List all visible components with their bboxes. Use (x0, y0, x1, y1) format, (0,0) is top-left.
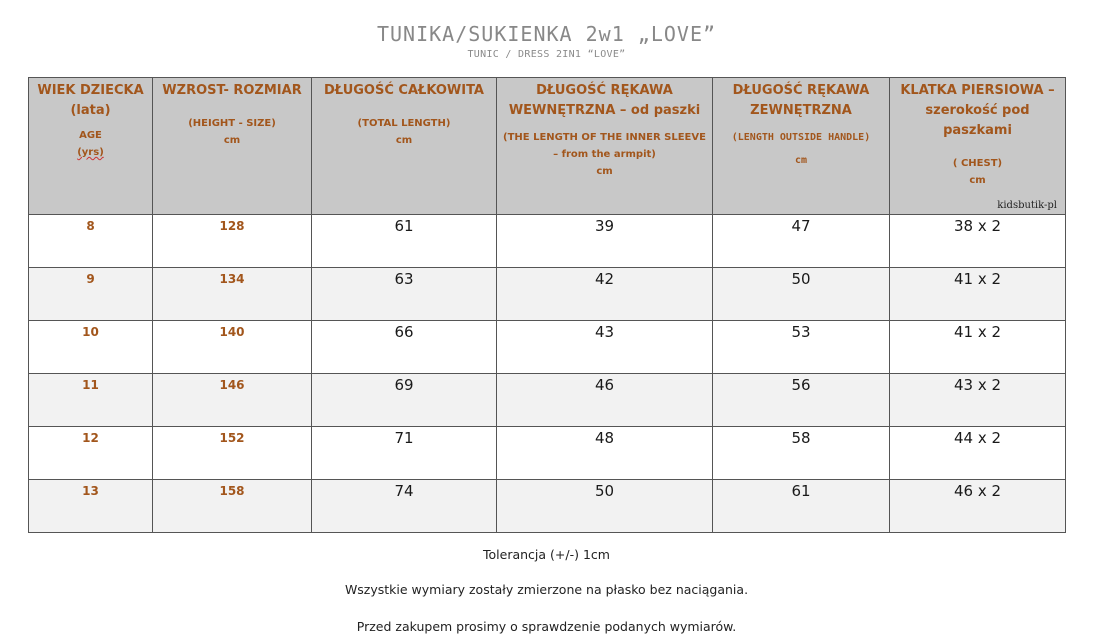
header-height-en: (HEIGHT - SIZE) (188, 118, 276, 129)
table-header-row (29, 78, 1066, 215)
cell-height: 128 (153, 215, 312, 268)
watermark-text: kidsbutik-pl (997, 200, 1057, 211)
header-inner-sleeve-title: DŁUGOŚĆ RĘKAWA WEWNĘTRZNA – od paszki (508, 83, 701, 118)
header-age (29, 78, 153, 215)
header-age-en: AGE (79, 130, 102, 141)
cell-total-length: 61 (312, 215, 497, 268)
cell-age: 13 (29, 480, 153, 533)
header-total-length-en: (TOTAL LENGTH) (357, 118, 451, 129)
cell-height: 158 (153, 480, 312, 533)
cell-outer-sleeve: 47 (713, 215, 890, 268)
header-inner-sleeve (497, 78, 713, 215)
header-age-title: WIEK DZIECKA (lata) (37, 83, 144, 118)
cell-outer-sleeve: 58 (713, 427, 890, 480)
cell-height: 146 (153, 374, 312, 427)
cell-height: 140 (153, 321, 312, 374)
header-height (153, 78, 312, 215)
header-chest-en: ( CHEST) (952, 158, 1003, 169)
header-outer-sleeve-unit: cm (794, 155, 808, 166)
header-age-unit: (yrs) (77, 147, 104, 158)
header-outer-sleeve (713, 78, 890, 215)
header-chest (890, 78, 1066, 215)
cell-inner-sleeve: 50 (497, 480, 713, 533)
header-chest-unit: cm (969, 175, 986, 186)
table-row (29, 321, 1066, 374)
header-outer-sleeve-title: DŁUGOŚĆ RĘKAWA ZEWNĘTRZNA (732, 83, 870, 118)
cell-chest: 44 x 2 (890, 427, 1066, 480)
measurement-note: Wszystkie wymiary zostały zmierzone na płasko bez naciągania. (344, 582, 749, 597)
cell-outer-sleeve: 61 (713, 480, 890, 533)
table-row (29, 480, 1066, 533)
cell-chest: 41 x 2 (890, 321, 1066, 374)
cell-inner-sleeve: 42 (497, 268, 713, 321)
header-outer-sleeve-en: (LENGTH OUTSIDE HANDLE) (731, 132, 871, 143)
cell-age: 9 (29, 268, 153, 321)
table-row (29, 427, 1066, 480)
cell-total-length: 66 (312, 321, 497, 374)
cell-total-length: 69 (312, 374, 497, 427)
cell-total-length: 63 (312, 268, 497, 321)
table-row (29, 374, 1066, 427)
header-total-length-title: DŁUGOŚĆ CAŁKOWITA (324, 83, 484, 98)
cell-inner-sleeve: 46 (497, 374, 713, 427)
table-row (29, 215, 1066, 268)
cell-outer-sleeve: 53 (713, 321, 890, 374)
header-inner-sleeve-en: (THE LENGTH OF THE INNER SLEEVE – from the armpit) (503, 132, 706, 160)
cell-total-length: 74 (312, 480, 497, 533)
page-subtitle: TUNIC / DRESS 2IN1 “LOVE” (467, 49, 626, 60)
cell-outer-sleeve: 56 (713, 374, 890, 427)
header-total-length (312, 78, 497, 215)
cell-inner-sleeve: 48 (497, 427, 713, 480)
size-table (28, 77, 1066, 533)
header-height-unit: cm (223, 135, 241, 146)
cell-age: 10 (29, 321, 153, 374)
cell-total-length: 71 (312, 427, 497, 480)
table-row (29, 268, 1066, 321)
cell-inner-sleeve: 43 (497, 321, 713, 374)
page-title: TUNIKA/SUKIENKA 2w1 „LOVE” (376, 22, 717, 46)
cell-chest: 41 x 2 (890, 268, 1066, 321)
cell-chest: 38 x 2 (890, 215, 1066, 268)
cell-inner-sleeve: 39 (497, 215, 713, 268)
check-sizes-note: Przed zakupem prosimy o sprawdzenie podanych wymiarów. (356, 619, 737, 634)
cell-age: 12 (29, 427, 153, 480)
header-height-title: WZROST- ROZMIAR (162, 83, 302, 98)
header-chest-title: KLATKA PIERSIOWA – szerokość pod paszkami (900, 83, 1055, 138)
cell-chest: 43 x 2 (890, 374, 1066, 427)
cell-chest: 46 x 2 (890, 480, 1066, 533)
tolerance-note: Tolerancja (+/-) 1cm (483, 547, 610, 562)
cell-age: 8 (29, 215, 153, 268)
cell-age: 11 (29, 374, 153, 427)
cell-height: 152 (153, 427, 312, 480)
cell-height: 134 (153, 268, 312, 321)
header-inner-sleeve-unit: cm (596, 166, 613, 177)
header-total-length-unit: cm (395, 135, 413, 146)
cell-outer-sleeve: 50 (713, 268, 890, 321)
